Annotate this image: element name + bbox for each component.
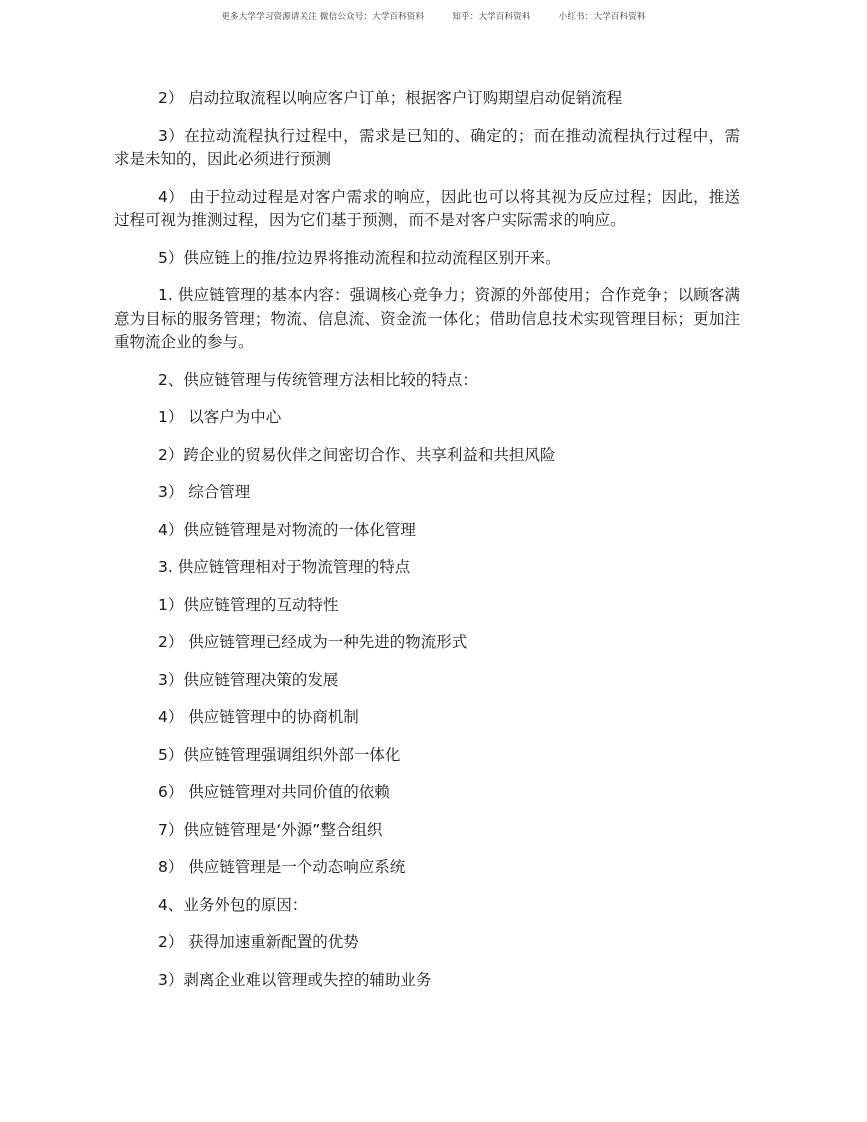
list-item: 1） 以客户为中心 bbox=[158, 408, 282, 426]
list-item: 4）供应链管理是对物流的一体化管理 bbox=[158, 520, 416, 539]
section-heading: 2、供应链管理与传统管理方法相比较的特点： bbox=[158, 370, 478, 389]
list-item: 2）跨企业的贸易伙伴之间密切合作、共享利益和共担风险 bbox=[158, 445, 556, 464]
list-item: 4） 供应链管理中的协商机制 bbox=[158, 708, 359, 726]
section-heading: 3. 供应链管理相对于物流管理的特点 bbox=[158, 558, 411, 576]
section-heading: 4、业务外包的原因： bbox=[158, 895, 308, 914]
list-item: 1）供应链管理的互动特性 bbox=[158, 595, 339, 614]
list-item: 8） 供应链管理是一个动态响应系统 bbox=[158, 858, 406, 876]
list-item: 7）供应链管理是‘外源”整合组织 bbox=[158, 820, 383, 839]
header-xiaohongshu-note: 小红书：大学百科资料 bbox=[558, 12, 646, 22]
list-item: 2） 获得加速重新配置的优势 bbox=[158, 933, 359, 951]
list-item: 5）供应链管理强调组织外部一体化 bbox=[158, 745, 401, 764]
paragraph: 4） 由于拉动过程是对客户需求的响应，因此也可以将其视为反应过程；因此，推送过程可视为推测过程，因为它们基于预测，而不是对客户实际需求的响应。 bbox=[114, 187, 740, 229]
header-zhihu-note: 知乎：大学百科资料 bbox=[452, 12, 531, 22]
document-body bbox=[114, 87, 740, 992]
paragraph: 5）供应链上的推/拉边界将推动流程和拉动流程区别开来。 bbox=[158, 248, 561, 267]
list-item: 6） 供应链管理对共同价值的依赖 bbox=[158, 783, 390, 801]
page-header bbox=[0, 10, 867, 22]
list-item: 3）剥离企业难以管理或失控的辅助业务 bbox=[158, 970, 432, 989]
paragraph: 1. 供应链管理的基本内容：强调核心竞争力；资源的外部使用；合作竞争；以顾客满意为目标的服务管理；物流、信息流、资金流一体化；借助信息技术实现管理目标；更加注重物流企业的参与。 bbox=[114, 286, 740, 351]
paragraph: 2） 启动拉取流程以响应客户订单；根据客户订购期望启动促销流程 bbox=[158, 89, 623, 107]
header-wechat-note: 更多大学学习资源请关注 微信公众号：大学百科资料 bbox=[221, 12, 425, 22]
paragraph: 3）在拉动流程执行过程中，需求是已知的、确定的；而在推动流程执行过程中，需求是未知的，因此必须进行预测 bbox=[114, 126, 740, 168]
list-item: 3） 综合管理 bbox=[158, 483, 251, 501]
list-item: 2） 供应链管理已经成为一种先进的物流形式 bbox=[158, 633, 468, 651]
list-item: 3）供应链管理决策的发展 bbox=[158, 670, 339, 689]
